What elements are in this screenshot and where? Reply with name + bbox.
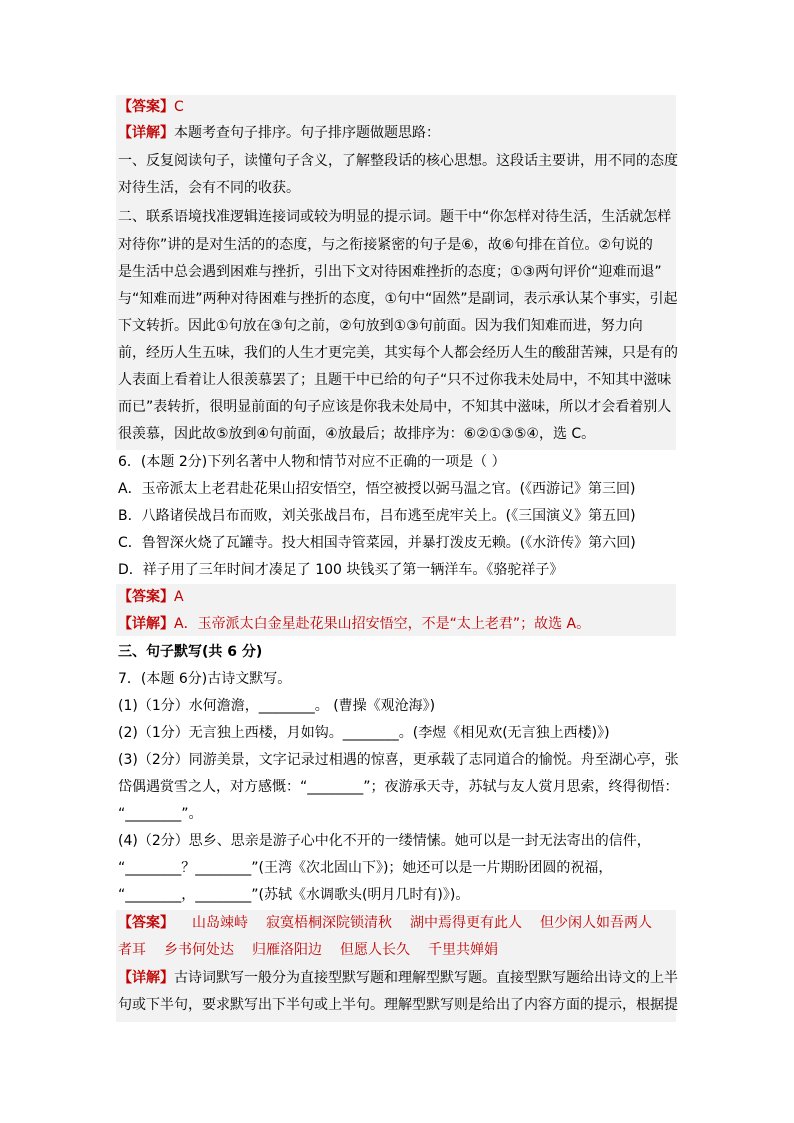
explanation-text: 人表面上看着让人很羡慕罢了；且题干中已给的句子“只不过你我未处局中，不知其中滋味: [118, 372, 672, 388]
answer-item: 但愿人长久: [340, 942, 410, 958]
explanation-text: 句或下半句，要求默写出下半句或上半句。理解型默写则是给出了内容方面的提示，根据提: [118, 997, 678, 1013]
section-heading: 三、句子默写(共 6 分): [118, 644, 263, 660]
option-a: A．玉帝派太上老君赴花果山招安悟空，悟空被授以弼马温之官。(《西游记》第三回): [118, 481, 636, 497]
explanation-text: 与“知难而进”两种对待困难与挫折的态度，①句中“固然”是副词，表示承认某个事实，引起: [118, 291, 678, 307]
answer-item: 湖中焉得更有此人: [410, 915, 522, 931]
explanation-label: 【详解】: [118, 616, 174, 632]
answer-line: [118, 98, 184, 116]
explanation-line: [118, 615, 590, 633]
answer-line: [118, 941, 516, 959]
answer-item: 乡书何处达: [164, 942, 234, 958]
explanation-line: [118, 124, 440, 142]
question-6: 6．(本题 2分)下列名著中人物和情节对应不正确的一项是（ ）: [118, 454, 506, 470]
answer-item: 寂寞梧桐深院锁清秋: [266, 915, 392, 931]
answer-value: A: [174, 589, 184, 605]
option-b: B．八路诸侯战吕布而败，刘关张战吕布，吕布逃至虎牢关上。(《三国演义》第五回): [118, 508, 636, 524]
question-7: 7．(本题 6分)古诗文默写。: [118, 671, 292, 687]
answer-label: 【答案】: [118, 589, 174, 605]
explanation-text: 下文转折。因此①句放在③句之前，②句放到①③句前面。因为我们知难而进，努力向: [118, 318, 643, 334]
explanation-text: 很羡慕，因此故⑤放到④句前面，④放最后；故排序为：⑥②①③⑤④，选 C。: [118, 426, 596, 442]
explanation-text: 本题考查句子排序。句子排序题做题思路：: [174, 125, 440, 141]
explanation-text: 二、联系语境找准逻辑连接词或较为明显的提示词。题干中“你怎样对待生活，生活就怎样: [118, 209, 672, 225]
answer-label: 【答案】: [118, 99, 174, 115]
question-7-1: (1)（1分）水何澹澹，________。 (曹操《观沧海》): [118, 698, 436, 714]
explanation-line: [118, 969, 678, 987]
answer-line: [118, 588, 184, 606]
option-d: D．祥子用了三年时间才凑足了 100 块钱买了第一辆洋车。《骆驼祥子》: [118, 562, 564, 578]
explanation-label: 【详解】: [118, 125, 174, 141]
explanation-text: 古诗词默写一般分为直接型默写题和理解型默写题。直接型默写题给出诗文的上半: [174, 970, 678, 986]
question-7-3: “________”。: [118, 806, 203, 822]
question-7-3: (3)（2分）同游美景，文字记录过相遇的惊喜，更承载了志同道合的愉悦。舟至湖心亭，张: [118, 752, 679, 768]
explanation-label: 【详解】: [118, 970, 174, 986]
question-7-4: (4)（2分）思乡、思亲是游子心中化不开的一缕情愫。她可以是一封无法寄出的信件，: [118, 833, 651, 849]
answer-line: [118, 914, 670, 932]
explanation-text: 一、反复阅读句子，读懂句子含义，了解整段话的核心思想。这段话主要讲，用不同的态度: [118, 153, 678, 169]
answer-label: 【答案】: [118, 915, 174, 931]
answer-item: 山岛竦峙: [192, 915, 248, 931]
option-c: C．鲁智深火烧了瓦罐寺。投大相国寺管菜园，并暴打泼皮无赖。(《水浒传》第六回): [118, 535, 636, 551]
question-7-3: 岱偶遇赏雪之人，对方感慨：“________”；夜游承天寺，苏轼与友人赏月思索，终得彻悟：: [118, 779, 679, 795]
explanation-text: 而已”表转折，很明显前面的句子应该是你我未处局中，不知其中滋味，所以才会看着别人: [118, 399, 672, 415]
question-7-4: “________？________”(王湾《次北固山下》)；她还可以是一片期盼团圆的祝福，: [118, 860, 613, 876]
explanation-text: 对待你”讲的是对生活的的态度，与之衔接紧密的句子是⑥，故⑥句排在首位。②句说的: [118, 237, 653, 253]
explanation-text: 是生活中总会遇到困难与挫折，引出下文对待困难挫折的态度；①③两句评价“迎难而退”: [118, 264, 662, 280]
answer-value: C: [174, 99, 184, 115]
explanation-text: A．玉帝派太白金星赴花果山招安悟空，不是“太上老君”；故选 A。: [174, 616, 591, 632]
answer-item: 归雁洛阳边: [252, 942, 322, 958]
answer-item: 但少闲人如吾两人: [540, 915, 652, 931]
question-7-4: “________，________”(苏轼《水调歌头(明月几时有)》)。: [118, 887, 470, 903]
answer-item: 千里共婵娟: [428, 942, 498, 958]
answer-item: 者耳: [118, 942, 146, 958]
explanation-text: 前，经历人生五味，我们的人生才更完美，其实每个人都会经历人生的酸甜苦辣，只是有的: [118, 345, 678, 361]
explanation-text: 对待生活，会有不同的收获。: [118, 180, 300, 196]
question-7-2: (2)（1分）无言独上西楼，月如钩。________。(李煜《相见欢(无言独上西楼)》): [118, 725, 610, 741]
